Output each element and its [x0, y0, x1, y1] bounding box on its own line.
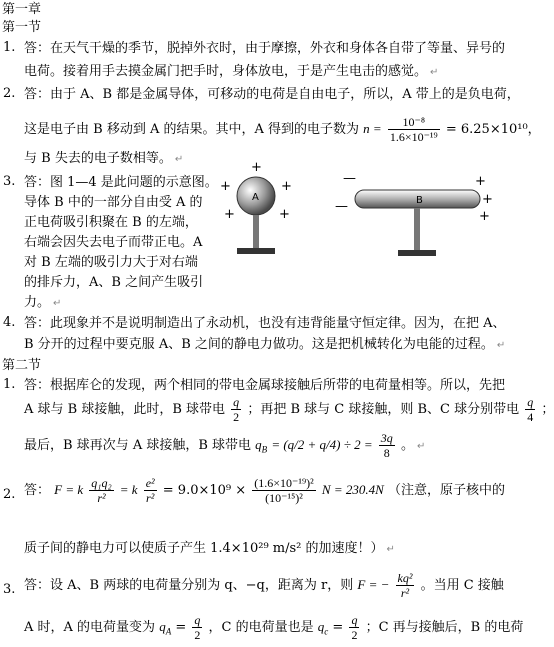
- answer-text: 答：由于 A、B 都是金属导体，可移动的电荷是自由电子，所以，A 带上的是负电荷，: [24, 87, 520, 102]
- stand-base: [237, 248, 275, 254]
- item-number: 1.: [3, 40, 16, 55]
- answer-text: 质子间的静电力可以使质子产生 1.4×10²⁹ m/s² 的加速度！） ↵: [24, 541, 395, 556]
- plus-sign: +: [475, 174, 486, 189]
- stand-post: [414, 208, 420, 250]
- return-icon: ↵: [386, 544, 395, 555]
- item-number: 2.: [3, 487, 16, 502]
- plus-sign: +: [281, 179, 292, 194]
- minus-sign: —: [343, 171, 356, 186]
- return-icon: ↵: [496, 340, 506, 351]
- answer-text: 答：根据库仑的发现，两个相同的带电金属球接触后所带的电荷量相等。所以，先把: [24, 378, 506, 393]
- answer-text: 答：图 1—4 是此问题的示意图。: [24, 175, 218, 190]
- answer-text: 与 B 失去的电子数相等。 ↵: [24, 151, 184, 166]
- minus-sign: —: [335, 199, 348, 214]
- conductor-rod-figure: [330, 170, 505, 265]
- plus-sign: +: [251, 160, 262, 175]
- plus-sign: +: [479, 209, 490, 224]
- answer-text: 答：此现象并不是说明制造出了永动机，也没有违背能量守恒定律。因为，在把 A、: [24, 316, 506, 331]
- return-icon: ↵: [430, 67, 439, 78]
- chapter-title: 第一章: [2, 2, 42, 17]
- answer-text: 对 B 左端的吸引力大于对右端: [24, 255, 198, 270]
- plus-sign: +: [482, 192, 493, 207]
- answer-text: 右端会因失去电子而带正电。A: [24, 235, 203, 250]
- return-icon: ↵: [416, 441, 426, 452]
- answer-text: 正电荷吸引积聚在 B 的左端，: [24, 215, 198, 230]
- answer-text: 答： F = k $\frac{\text{q₁q₂}}{\text{r²}}$ = k $\frac{\text{e²}}{\text{r²}}$ = 9.0×10⁹ × $\frac{\text{(1.6×10⁻¹⁹)²}}{\text{(10⁻¹⁵)²}}$ N = 230.4N （注意，原子核中的: [24, 476, 505, 505]
- item-number: 1.: [3, 377, 16, 392]
- stand-post: [253, 215, 259, 248]
- sphere-label: A: [252, 192, 259, 203]
- charged-sphere-figure: [215, 160, 300, 260]
- item-number: 3.: [3, 582, 16, 597]
- return-icon: ↵: [53, 298, 62, 309]
- answer-text: 最后，B 球再次与 A 球接触，B 球带电 $q_B = (q/2 + q/4) \div 2$ = $\frac{3q}{8}$ 。 ↵: [24, 431, 426, 460]
- answer-text: B 分开的过程中要克服 A、B 之间的静电力做功。这是把机械转化为电能的过程。 ↵: [24, 337, 506, 352]
- plus-sign: +: [279, 207, 290, 222]
- plus-sign: +: [220, 179, 231, 194]
- item-number: 2.: [3, 86, 16, 101]
- item-number: 4.: [3, 315, 16, 330]
- answer-text: 的排斥力，A、B 之间产生吸引: [24, 275, 204, 290]
- answer-text: 导体 B 中的一部分自由受 A 的: [24, 195, 203, 210]
- stand-base: [398, 250, 436, 256]
- answer-text: A 球与 B 球接触，此时，B 球带电 $\frac{q}{2}$ ；再把 B 球与 C 球接触，则 B、C 球分别带电 $\frac{q}{4}$ ；: [24, 395, 554, 424]
- answer-text: 答：在天气干燥的季节，脱掉外衣时，由于摩擦，外衣和身体各自带了等量、异号的: [24, 41, 506, 56]
- answer-text: 答：设 A、B 两球的电荷量分别为 q、−q，距离为 r，则 F = − $\frac{\text{kq²}}{\text{r²}}$ 。当用 C 接触: [24, 571, 504, 600]
- return-icon: ↵: [174, 154, 184, 165]
- rod-label: B: [416, 195, 423, 206]
- plus-sign: +: [224, 207, 235, 222]
- answer-text: A 时，A 的电荷量变为 $q_A$ = $\frac{q}{2}$ ，C 的电荷量也是 $q_c$ = $\frac{q}{2}$ ；C 再与接触后，B 的电荷: [24, 613, 524, 642]
- item-number: 3.: [3, 174, 16, 189]
- answer-text: 这是电子由 B 移动到 A 的结果。其中，A 得到的电子数为 n = $\frac{\text{10⁻⁸}}{\text{1.6×10⁻¹⁹}}$ = 6.25×10¹⁰，: [24, 115, 541, 144]
- answer-text: 力。 ↵: [24, 295, 62, 310]
- section-title-2: 第二节: [2, 358, 42, 373]
- fraction: $\frac{\text{10⁻⁸}}{\text{1.6×10⁻¹⁹}}$: [389, 115, 438, 144]
- section-title-1: 第一节: [2, 20, 42, 35]
- answer-text: 电荷。接着用手去摸金属门把手时，身体放电，于是产生电击的感觉。 ↵: [24, 64, 439, 79]
